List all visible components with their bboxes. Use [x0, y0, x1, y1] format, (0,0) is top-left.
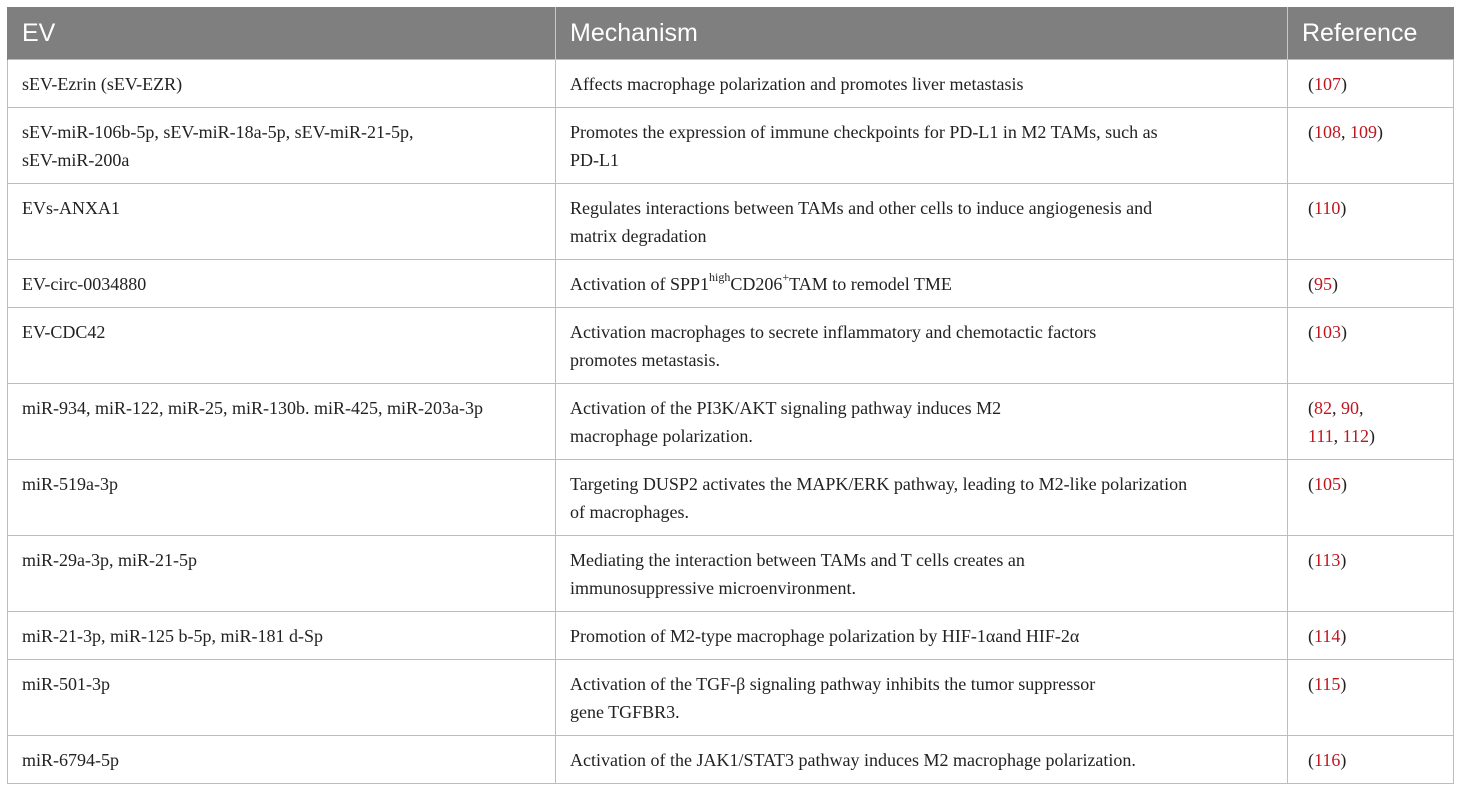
- mechanism-text: Activation of SPP1: [570, 274, 710, 294]
- reference-link[interactable]: 109: [1350, 122, 1377, 142]
- table-row: [8, 184, 1454, 260]
- table-row: [8, 612, 1454, 660]
- mechanism-cell: [556, 260, 1288, 308]
- reference-cell: (108, 109): [1288, 108, 1454, 184]
- table-row: [8, 308, 1454, 384]
- reference-cell: (103): [1288, 308, 1454, 384]
- reference-link[interactable]: 82: [1314, 398, 1332, 418]
- reference-cell: (116): [1288, 736, 1454, 784]
- reference-cell: (115): [1288, 660, 1454, 736]
- ev-cell: EVs-ANXA1: [8, 184, 556, 260]
- mechanism-line: macrophage polarization.: [570, 426, 753, 446]
- mechanism-cell: Affects macrophage polarization and promotes liver metastasis: [556, 60, 1288, 108]
- table-row: [8, 260, 1454, 308]
- ev-cell: miR-519a-3p: [8, 460, 556, 536]
- table-row: [8, 384, 1454, 460]
- mechanism-cell: [556, 308, 1288, 384]
- ev-line: sEV-miR-106b-5p, sEV-miR-18a-5p, sEV-miR-21-5p,: [22, 122, 414, 142]
- ev-cell: miR-934, miR-122, miR-25, miR-130b. miR-425, miR-203a-3p: [8, 384, 556, 460]
- mechanism-line: matrix degradation: [570, 226, 707, 246]
- table-row: [8, 736, 1454, 784]
- table-row: [8, 660, 1454, 736]
- reference-link[interactable]: 110: [1314, 198, 1341, 218]
- ev-cell: miR-501-3p: [8, 660, 556, 736]
- table-row: [8, 536, 1454, 612]
- reference-link[interactable]: 103: [1314, 322, 1341, 342]
- mechanism-line: PD-L1: [570, 150, 619, 170]
- header-mechanism: Mechanism: [556, 7, 1288, 60]
- header-ev: EV: [8, 7, 556, 60]
- superscript: high: [709, 270, 731, 284]
- ev-cell: miR-29a-3p, miR-21-5p: [8, 536, 556, 612]
- reference-cell: (82, 90, 111, 112): [1288, 384, 1454, 460]
- table-header: [8, 7, 1454, 60]
- mechanism-cell: [556, 660, 1288, 736]
- reference-link[interactable]: 114: [1314, 626, 1341, 646]
- reference-link[interactable]: 115: [1314, 674, 1341, 694]
- table-row: [8, 108, 1454, 184]
- ev-mechanism-table: [7, 7, 1454, 784]
- ev-cell: [8, 108, 556, 184]
- mechanism-text: TAM to remodel TME: [789, 274, 952, 294]
- ev-cell: sEV-Ezrin (sEV-EZR): [8, 60, 556, 108]
- mechanism-line: immunosuppressive microenvironment.: [570, 578, 856, 598]
- ev-cell: EV-circ-0034880: [8, 260, 556, 308]
- mechanism-cell: Promotion of M2-type macrophage polarization by HIF-1αand HIF-2α: [556, 612, 1288, 660]
- ev-cell: miR-21-3p, miR-125 b-5p, miR-181 d-Sp: [8, 612, 556, 660]
- ev-line: sEV-miR-200a: [22, 150, 130, 170]
- reference-link[interactable]: 112: [1342, 426, 1370, 446]
- mechanism-line: Activation macrophages to secrete inflammatory and chemotactic factors: [570, 322, 1097, 342]
- mechanism-line: Promotes the expression of immune checkpoints for PD-L1 in M2 TAMs, such as: [570, 122, 1158, 142]
- mechanism-cell: [556, 384, 1288, 460]
- reference-link[interactable]: 116: [1314, 750, 1341, 770]
- mechanism-line: Mediating the interaction between TAMs and T cells creates an: [570, 550, 1025, 570]
- reference-cell: (105): [1288, 460, 1454, 536]
- reference-link[interactable]: 90: [1341, 398, 1359, 418]
- reference-cell: (95): [1288, 260, 1454, 308]
- mechanism-line: of macrophages.: [570, 502, 689, 522]
- reference-cell: (110): [1288, 184, 1454, 260]
- mechanism-line: gene TGFBR3.: [570, 702, 680, 722]
- mechanism-cell: [556, 536, 1288, 612]
- mechanism-line: Targeting DUSP2 activates the MAPK/ERK pathway, leading to M2-like polarization: [570, 474, 1188, 494]
- header-reference: Reference: [1288, 7, 1454, 60]
- reference-link[interactable]: 107: [1314, 74, 1341, 94]
- table-row: [8, 460, 1454, 536]
- reference-cell: (114): [1288, 612, 1454, 660]
- mechanism-line: Activation of the TGF-β signaling pathway inhibits the tumor suppressor: [570, 674, 1096, 694]
- reference-cell: (107): [1288, 60, 1454, 108]
- mechanism-cell: [556, 184, 1288, 260]
- mechanism-cell: [556, 108, 1288, 184]
- table-row: [8, 60, 1454, 108]
- reference-link[interactable]: 113: [1314, 550, 1341, 570]
- reference-link[interactable]: 111: [1308, 426, 1334, 446]
- reference-link[interactable]: 105: [1314, 474, 1341, 494]
- table-body: [8, 60, 1454, 784]
- mechanism-text: CD206: [730, 274, 783, 294]
- mechanism-cell: [556, 460, 1288, 536]
- mechanism-cell: Activation of the JAK1/STAT3 pathway induces M2 macrophage polarization.: [556, 736, 1288, 784]
- mechanism-line: Activation of the PI3K/AKT signaling pathway induces M2: [570, 398, 1002, 418]
- reference-link[interactable]: 108: [1314, 122, 1341, 142]
- superscript: +: [782, 270, 790, 284]
- header-row: [8, 7, 1454, 60]
- mechanism-line: promotes metastasis.: [570, 350, 720, 370]
- ev-cell: miR-6794-5p: [8, 736, 556, 784]
- reference-cell: (113): [1288, 536, 1454, 612]
- mechanism-line: Regulates interactions between TAMs and other cells to induce angiogenesis and: [570, 198, 1153, 218]
- ev-cell: EV-CDC42: [8, 308, 556, 384]
- reference-link[interactable]: 95: [1314, 274, 1332, 294]
